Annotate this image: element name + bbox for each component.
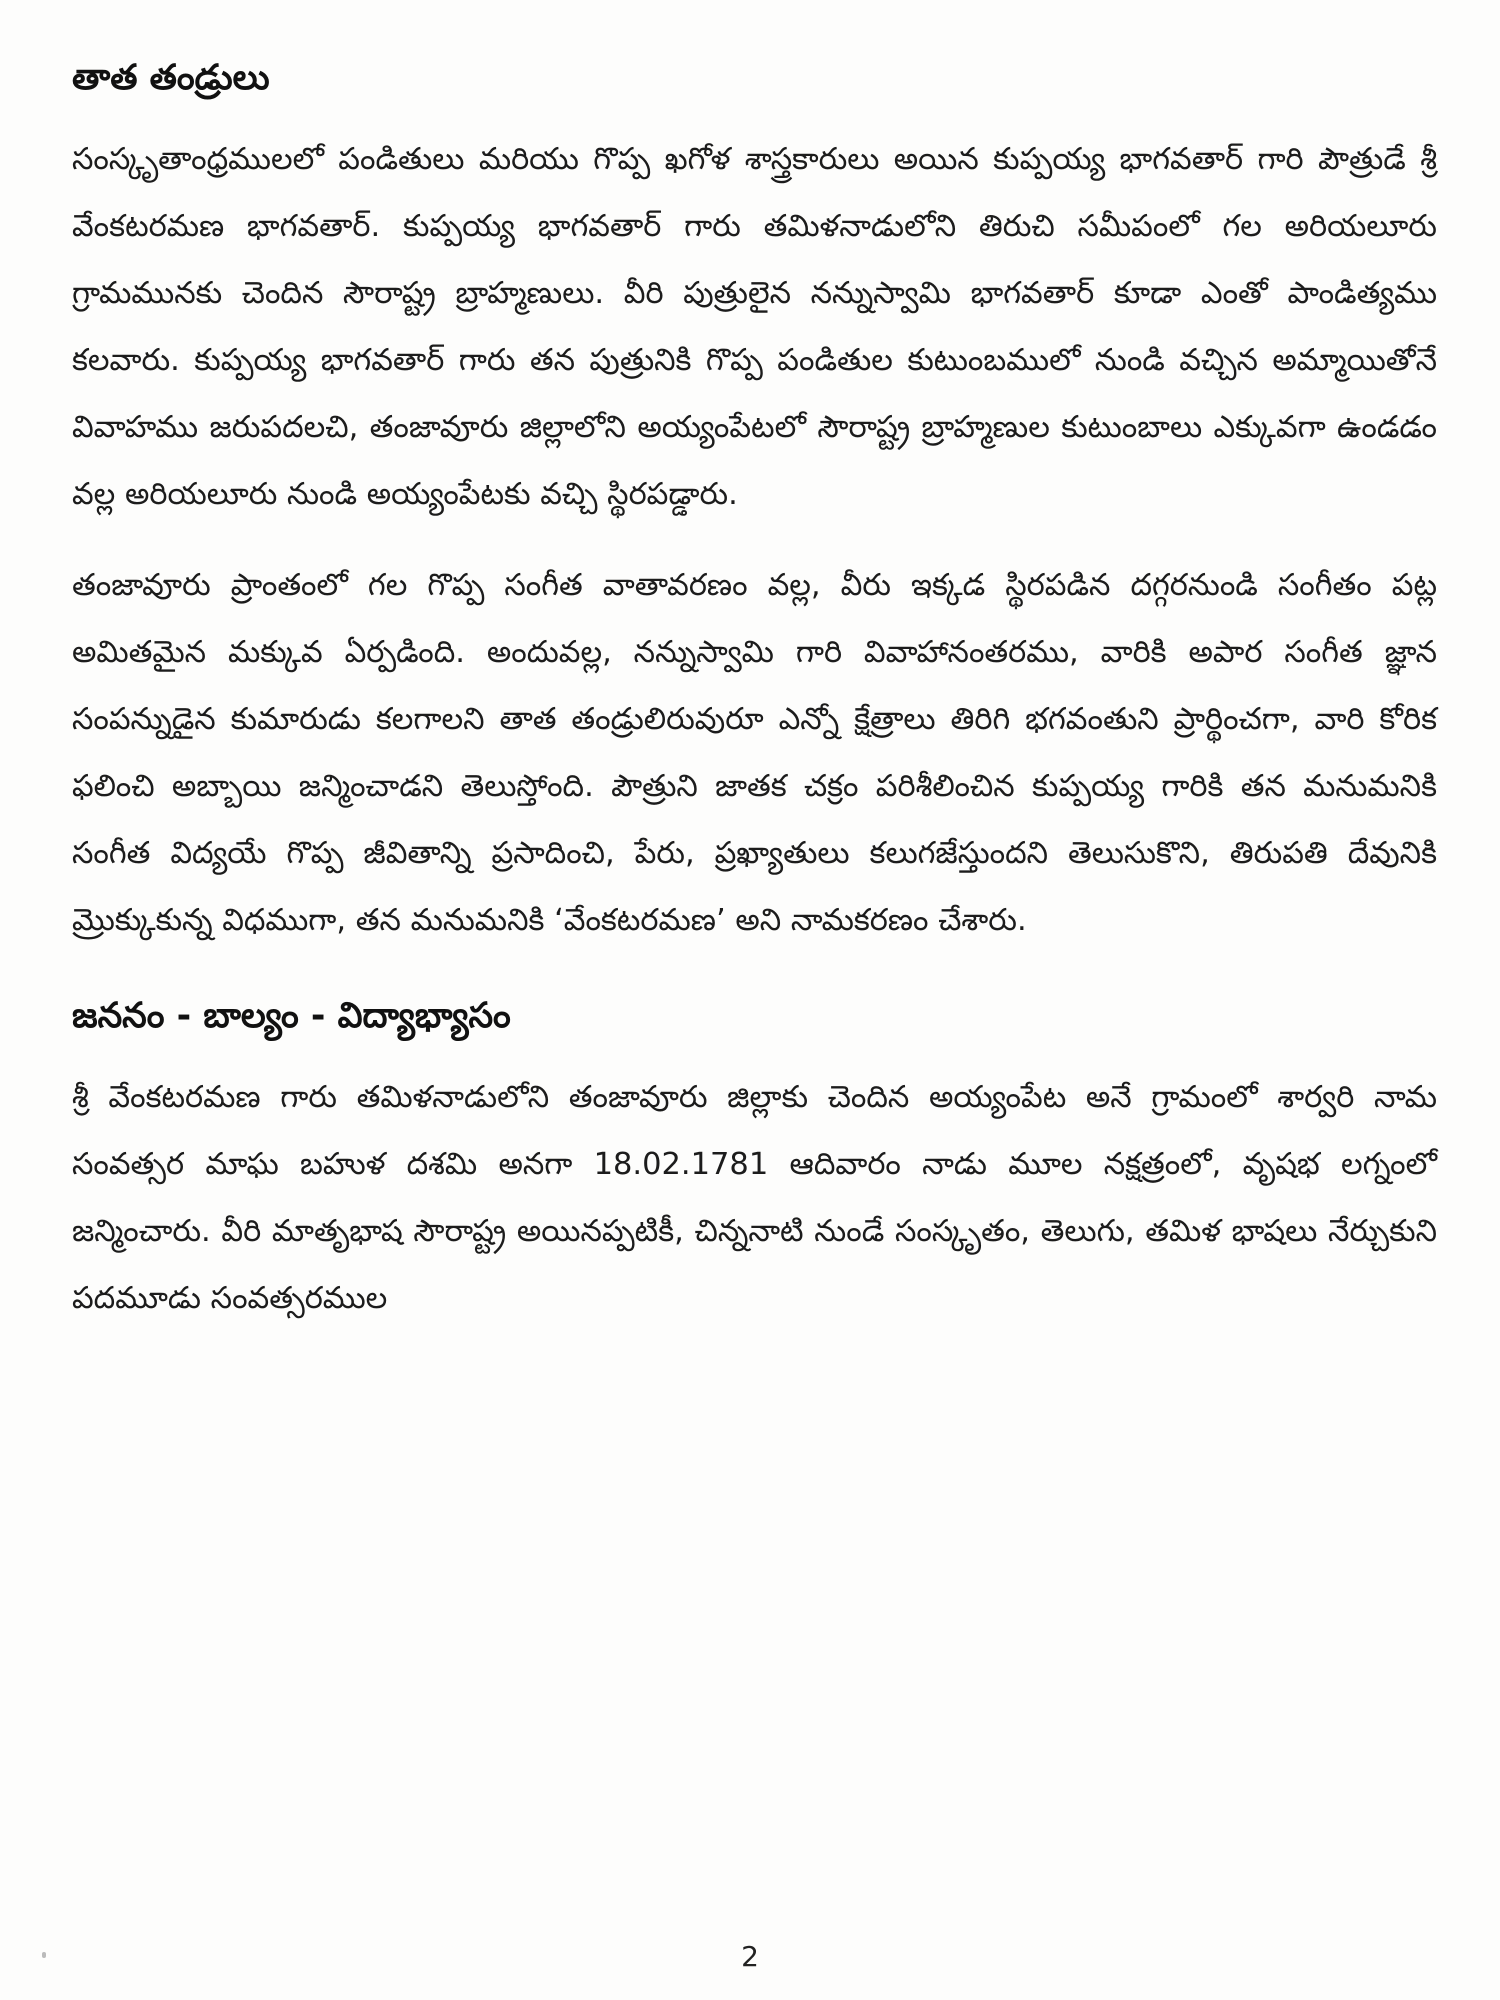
section-heading-grandfather-father: తాత తండ్రులు: [72, 58, 270, 98]
page-content: [72, 50, 1437, 1356]
paragraph-lineage: సంస్కృతాంధ్రములలో పండితులు మరియు గొప్ప ఖగోళ శాస్త్రకారులు అయిన కుప్పయ్య భాగవతార్ గారి పౌత్రుడే శ్రీ వేంకటరమణ భాగవతార్. కుప్పయ్య భాగవతార్ గారు తమిళనాడులోని తిరుచి సమీపంలో గల అరియలూరు గ్రామమునకు చెందిన సౌరాష్ట్ర బ్రాహ్మణులు. వీరి పుత్రులైన నన్నుస్వామి భాగవతార్ కూడా ఎంతో పాండిత్యము కలవారు. కుప్పయ్య భాగవతార్ గారు తన పుత్రునికి గొప్ప పండితుల కుటుంబములో నుండి వచ్చిన అమ్మాయితోనే వివాహము జరుపదలచి, తంజావూరు జిల్లాలోని అయ్యంపేటలో సౌరాష్ట్ర బ్రాహ్మణుల కుటుంబాలు ఎక్కువగా ఉండడం వల్ల అరియలూరు నుండి అయ్యంపేటకు వచ్చి స్థిరపడ్డారు.: [72, 142, 1437, 512]
page-number: 2: [741, 1940, 759, 1973]
scan-speck: [42, 1952, 46, 1958]
paragraph-birth: శ్రీ వేంకటరమణ గారు తమిళనాడులోని తంజావూరు జిల్లాకు చెందిన అయ్యంపేట అనే గ్రామంలో శార్వరి నామ సంవత్సర మాఘ బహుళ దశమి అనగా 18.02.1781 ఆదివారం నాడు మూల నక్షత్రంలో, వృషభ లగ్నంలో జన్మించారు. వీరి మాతృభాష సౌరాష్ట్ర అయినప్పటికీ, చిన్ననాటి నుండే సంస్కృతం, తెలుగు, తమిళ భాషలు నేర్చుకుని పదమూడు సంవత్సరముల: [72, 1080, 1437, 1316]
paragraph-naming: తంజావూరు ప్రాంతంలో గల గొప్ప సంగీత వాతావరణం వల్ల, వీరు ఇక్కడ స్థిరపడిన దగ్గరనుండి సంగీతం పట్ల అమితమైన మక్కువ ఏర్పడింది. అందువల్ల, నన్నుస్వామి గారి వివాహానంతరము, వారికి అపార సంగీత జ్ఞాన సంపన్నుడైన కుమారుడు కలగాలని తాత తండ్రులిరువురూ ఎన్నో క్షేత్రాలు తిరిగి భగవంతుని ప్రార్థించగా, వారి కోరిక ఫలించి అబ్బాయి జన్మించాడని తెలుస్తోంది. పౌత్రుని జాతక చక్రం పరిశీలించిన కుప్పయ్య గారికి తన మనుమనికి సంగీత విద్యయే గొప్ప జీవితాన్ని ప్రసాదించి, పేరు, ప్రఖ్యాతులు కలుగజేస్తుందని తెలుసుకొని, తిరుపతి దేవునికి మ్రొక్కుకున్న విధముగా, తన మనుమనికి ‘వేంకటరమణ’ అని నామకరణం చేశారు.: [72, 568, 1437, 938]
section-heading-birth-childhood-education: జననం - బాల్యం - విద్యాభ్యాసం: [72, 996, 511, 1036]
